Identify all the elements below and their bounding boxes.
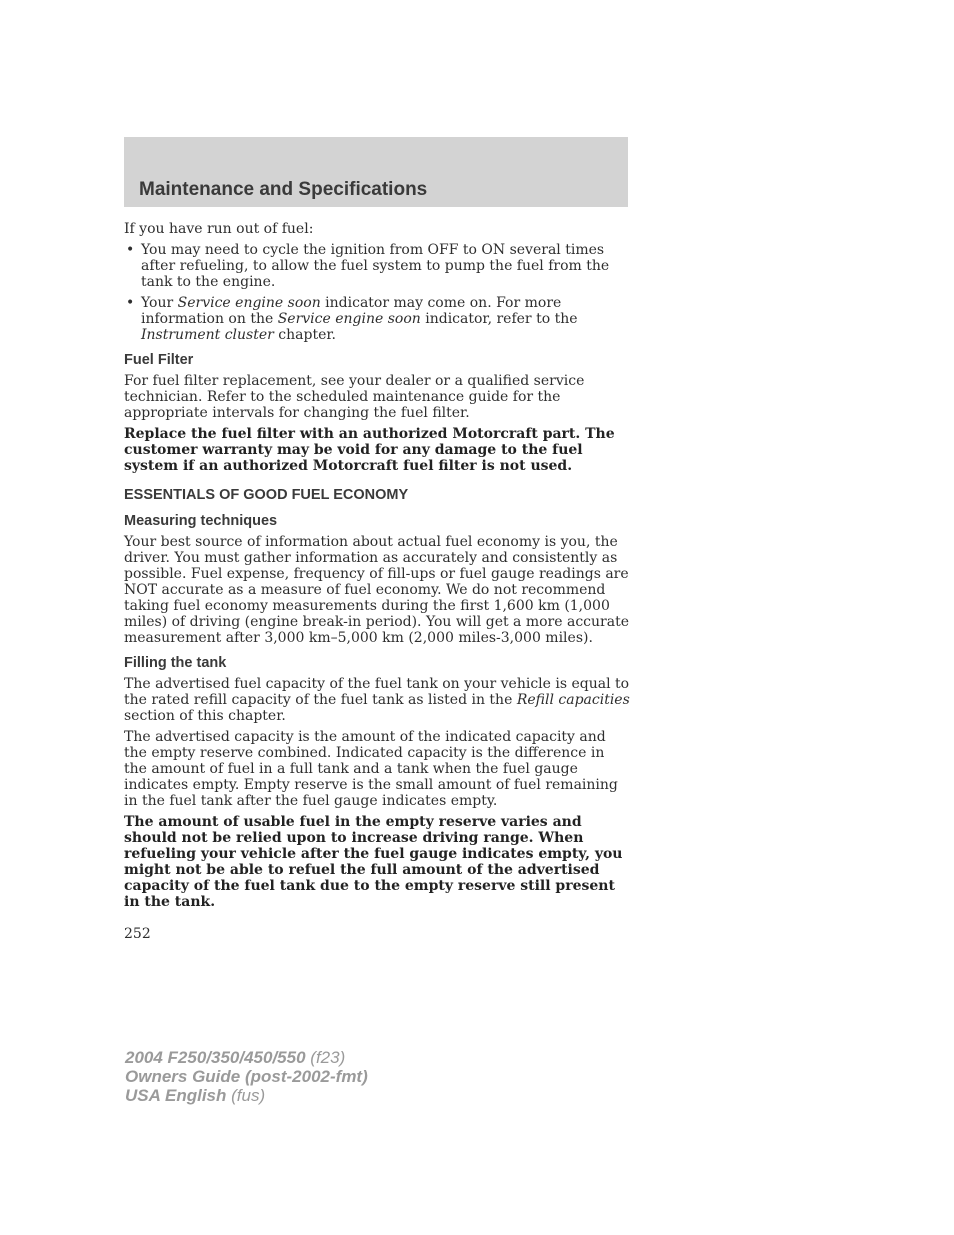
footer-line: Owners Guide (post-2002-fmt) bbox=[125, 1067, 368, 1086]
indicator-name: Service engine soon bbox=[177, 295, 321, 311]
bullet-icon: • bbox=[126, 295, 135, 311]
bullet-text: You may need to cycle the ignition from OFF to ON several times after refueling, to allow the fuel system to pump the fuel from the tank to the engine. bbox=[141, 242, 610, 290]
fuel-filter-heading: Fuel Filter bbox=[124, 352, 194, 368]
intro-text: If you have run out of fuel: bbox=[124, 221, 314, 237]
section-reference: Refill capacities bbox=[516, 692, 630, 708]
chapter-reference: Instrument cluster bbox=[141, 327, 274, 343]
bullet-list bbox=[124, 242, 630, 343]
indicator-name: Service engine soon bbox=[277, 311, 421, 327]
filling-text-1: The advertised fuel capacity of the fuel tank on your vehicle is equal to the rated refill capacity of the fuel tank as listed in the Refill capacities section of this chapter. bbox=[124, 676, 630, 724]
list-item bbox=[124, 242, 630, 290]
filling-heading: Filling the tank bbox=[124, 655, 227, 671]
filling-warning: The amount of usable fuel in the empty reserve varies and should not be relied upon to increase driving range. When refueling your vehicle after the fuel gauge indicates empty, you might not be able to refuel the full amount of the advertised capacity of the fuel tank due to the empty reserve still present in the tank. bbox=[124, 814, 623, 910]
footer-line: 2004 F250/350/450/550 (f23) bbox=[125, 1048, 346, 1067]
essentials-heading: ESSENTIALS OF GOOD FUEL ECONOMY bbox=[124, 487, 409, 503]
section-title: Maintenance and Specifications bbox=[139, 179, 428, 200]
bullet-icon: • bbox=[126, 242, 135, 258]
page-number: 252 bbox=[124, 926, 151, 942]
page-content bbox=[124, 221, 630, 910]
fuel-filter-text: For fuel filter replacement, see your dealer or a qualified service technician. Refer to the scheduled maintenance guide for the appropriate intervals for changing the fuel filter. bbox=[124, 373, 585, 421]
footer-line: USA English (fus) bbox=[125, 1086, 266, 1105]
document-footer bbox=[125, 1048, 368, 1105]
section-header bbox=[124, 137, 628, 207]
list-item bbox=[124, 295, 630, 343]
measuring-heading: Measuring techniques bbox=[124, 513, 278, 529]
fuel-filter-warning: Replace the fuel filter with an authorized Motorcraft part. The customer warranty may be void for any damage to the fuel system if an authorized Motorcraft fuel filter is not used. bbox=[124, 426, 615, 474]
bullet-text: Your Service engine soon indicator may come on. For more information on the Service engine soon indicator, refer to the Instrument cluster chapter. bbox=[141, 295, 578, 343]
measuring-text: Your best source of information about actual fuel economy is you, the driver. You must gather information as accurately and consistently as possible. Fuel expense, frequency of fill-ups or fuel gauge readings are NOT accurate as a measure of fuel economy. We do not recommend taking fuel economy measurements during the first 1,600 km (1,000 miles) of driving (engine break-in period). You will get a more accurate measurement after 3,000 km–5,000 km (2,000 miles-3,000 miles). bbox=[124, 534, 629, 646]
filling-text-2: The advertised capacity is the amount of the indicated capacity and the empty reserve combined. Indicated capacity is the difference in the amount of fuel in a full tank and a tank when the fuel gauge indicates empty. Empty reserve is the small amount of fuel remaining in the fuel tank after the fuel gauge indicates empty. bbox=[124, 729, 618, 809]
